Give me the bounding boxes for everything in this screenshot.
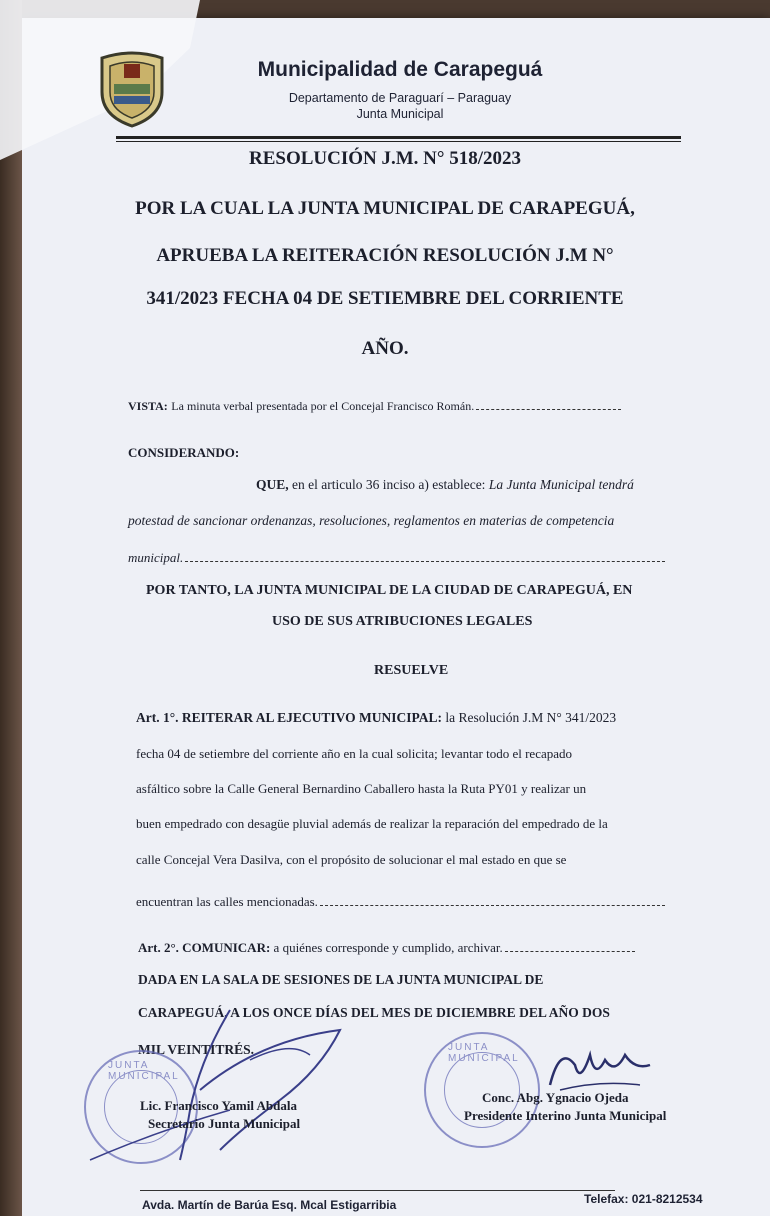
stamp-text: JUNTA MUNICIPAL	[448, 1042, 520, 1064]
art1-line-6	[136, 894, 665, 910]
subject-line-3: 341/2023 FECHA 04 DE SETIEMBRE DEL CORRIENTE	[146, 288, 624, 309]
junta-line: Junta Municipal	[356, 107, 444, 121]
art2-line	[138, 940, 635, 956]
art1-line-5: calle Concejal Vera Dasilva, con el propósito de solucionar el mal estado en que se	[136, 852, 567, 867]
dada-line-1: DADA EN LA SALA DE SESIONES DE LA JUNTA MUNICIPAL DE	[138, 972, 544, 987]
dash-fill	[185, 561, 665, 562]
dada-line-3: MIL VEINTITRÉS.	[138, 1042, 255, 1057]
considerando-line-1	[256, 477, 634, 493]
art2-label: Art. 2°. COMUNICAR:	[138, 940, 271, 955]
considerando-label: CONSIDERANDO:	[128, 445, 240, 460]
vista-paragraph	[128, 399, 621, 415]
art1-line-2: fecha 04 de setiembre del corriente año en la cual solicita; levantar todo el recapado	[136, 746, 573, 761]
footer-phone: Telefax: 021-8212534	[584, 1192, 703, 1206]
por-tanto-line-2: USO DE SUS ATRIBUCIONES LEGALES	[272, 614, 533, 629]
left-signature-icon	[80, 1000, 380, 1170]
municipality-title: Municipalidad de Carapeguá	[257, 58, 543, 81]
que-label: QUE,	[256, 477, 289, 492]
dash-fill	[476, 409, 621, 410]
right-signer-role: Presidente Interino Junta Municipal	[464, 1108, 667, 1123]
resuelve-heading: RESUELVE	[374, 663, 449, 678]
considerando-italic-1: La Junta Municipal tendrá	[488, 477, 634, 492]
vista-label: VISTA:	[128, 399, 168, 413]
considerando-italic-3: municipal.	[128, 550, 184, 565]
considerando-plain: en el articulo 36 inciso a) establece:	[292, 477, 486, 492]
subject-line-2: APRUEBA LA REITERACIÓN RESOLUCIÓN J.M N°	[156, 245, 614, 266]
dash-fill	[505, 951, 635, 952]
header-rule	[116, 136, 681, 139]
dada-line-2: CARAPEGUÁ, A LOS ONCE DÍAS DEL MES DE DICIEMBRE DEL AÑO DOS	[138, 1005, 610, 1020]
vista-text: La minuta verbal presentada por el Concejal Francisco Román.	[171, 399, 475, 413]
header-rule-thin	[116, 141, 681, 142]
footer-address: Avda. Martín de Barúa Esq. Mcal Estigarribia	[142, 1198, 397, 1212]
art2-text: a quiénes corresponde y cumplido, archivar.	[273, 940, 503, 955]
header-subtitle	[200, 90, 600, 122]
subject-line-4: AÑO.	[361, 338, 409, 359]
left-signer-role: Secretario Junta Municipal	[148, 1116, 301, 1131]
por-tanto-line-1: POR TANTO, LA JUNTA MUNICIPAL DE LA CIUDAD DE CARAPEGUÁ, EN	[146, 583, 633, 598]
footer-rule	[140, 1190, 615, 1191]
art1-line-3: asfáltico sobre la Calle General Bernardino Caballero hasta la Ruta PY01 y realizar un	[136, 781, 587, 796]
left-signer-name: Lic. Francisco Yamil Abdala	[140, 1098, 297, 1113]
art1-line-1	[136, 710, 616, 726]
subject-line-1: POR LA CUAL LA JUNTA MUNICIPAL DE CARAPEGUÁ,	[135, 198, 635, 219]
department-line: Departamento de Paraguarí – Paraguay	[288, 91, 512, 105]
resolution-number: RESOLUCIÓN J.M. N° 518/2023	[248, 148, 522, 169]
dash-fill	[320, 905, 665, 906]
art1-text-1: la Resolución J.M N° 341/2023	[445, 710, 617, 725]
art1-label: Art. 1°. REITERAR AL EJECUTIVO MUNICIPAL:	[136, 710, 443, 725]
stamp-text: JUNTA MUNICIPAL	[108, 1060, 180, 1082]
art1-text-6: encuentran las calles mencionadas.	[136, 894, 318, 909]
table-edge	[0, 0, 22, 1216]
right-signer-name: Conc. Abg. Ygnacio Ojeda	[482, 1090, 629, 1105]
considerando-line-3	[128, 550, 665, 566]
considerando-line-2: potestad de sancionar ordenanzas, resoluciones, reglamentos en materias de competencia	[128, 513, 615, 528]
art1-line-4: buen empedrado con desagüe pluvial además de realizar la reparación del empedrado de la	[136, 816, 608, 831]
municipal-crest-icon	[96, 48, 168, 128]
